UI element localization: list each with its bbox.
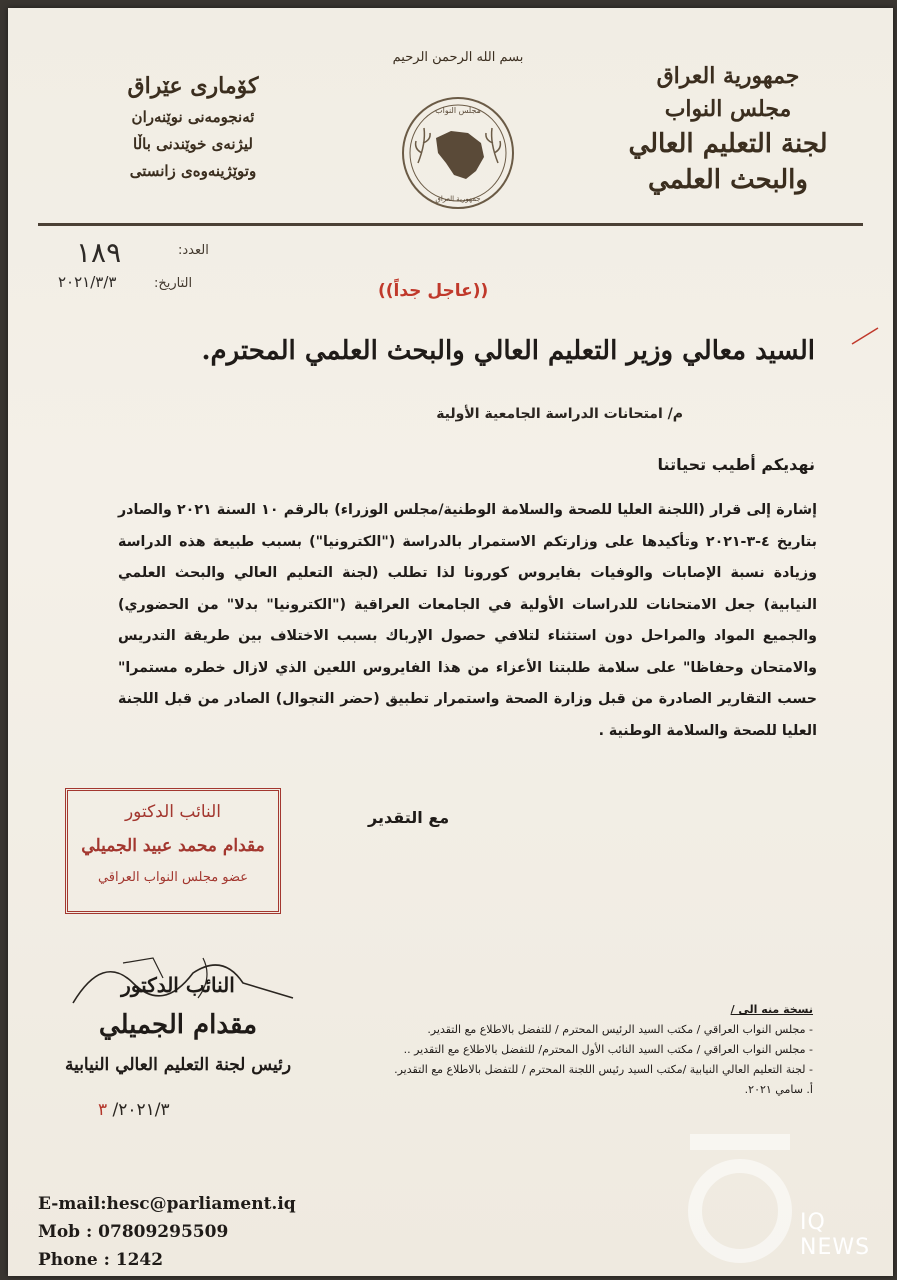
contact-phone: Phone : 1242	[38, 1250, 164, 1270]
contact-mobile: Mob : 07809295509	[38, 1222, 229, 1242]
basmala: بسم الله الرحمن الرحيم	[392, 50, 524, 65]
emblem-bottom-text: جمهورية العراق	[435, 195, 481, 203]
stamp-role: عضو مجلس النواب العراقي	[97, 870, 249, 885]
signatory-position: رئيس لجنة التعليم العالي النيابية	[64, 1055, 292, 1075]
arabic-letterhead	[618, 60, 838, 198]
red-pen-mark-icon	[850, 326, 880, 346]
signature-date-day: ٣	[98, 1100, 108, 1120]
stamp-name: مقدام محمد عبيد الجميلي	[81, 836, 265, 856]
letter-body: إشارة إلى قرار (اللجنة العليا للصحة والسلامة الوطنية/مجلس الوزراء) بالرقم ١٠ السنة ٢٠٢١ والصادر بتاريخ ٤-٣-٢٠٢١ وتأكيدها على وزارتكم الاستمرار بالدراسة ("الكترونيا") بسبب طبيعة هذه الدراسة وزيادة نسبة الإصابات والوفيات بفايروس كورونا لذا تطلب (لجنة التعليم العالي والبحث العلمي النيابية) جعل الامتحانات للدراسات الأولية في الجامعات العراقية ("الكترونيا" بدلا" من الحضوري) والجميع المواد والمراحل دون استثناء لتلافي حصول الإرباك بسبب الاختلاف بين طريقة التدريس والامتحان وحفاظا" على سلامة طلبتنا الأعزاء من هذا الفايروس اللعين الذي لازال خطره مستمرا" حسب التقارير الصادرة من قبل وزارة الصحة واستمرار تطبيق (حضر التجوال) الصادر من قبل اللجنة العليا للصحة والسلامة الوطنية .	[118, 502, 817, 739]
signatory-title: النائب الدكتور	[121, 973, 235, 997]
copy-item: - مجلس النواب العراقي / مكتب السيد الرئيس المحترم / للتفضل بالاطلاع مع التقدير.	[427, 1023, 813, 1036]
copy-item: أ. سامي ٢٠٢١.	[744, 1083, 813, 1096]
watermark-text: IQ NEWS	[800, 1210, 871, 1260]
kurdish-research: وتوێژینەوەی زانستی	[129, 162, 257, 180]
kurdish-republic: كۆماری عێراق	[127, 73, 259, 99]
parliament-emblem-icon	[396, 93, 521, 213]
stamp-title: النائب الدكتور	[124, 802, 222, 822]
copy-item: - مجلس النواب العراقي / مكتب السيد النائب الأول المحترم/ للتفضل بالاطلاع مع التقدير ..	[403, 1043, 813, 1056]
contact-footer	[38, 1190, 296, 1274]
contact-email: E-mail:hesc@parliament.iq	[38, 1194, 296, 1214]
signature-date-year: ٢٠٢١/٣/	[112, 1100, 170, 1120]
header-republic: جمهورية العراق	[656, 63, 800, 89]
header-divider	[38, 223, 863, 226]
copies-list	[393, 1000, 813, 1100]
copy-item: - لجنة التعليم العالي النيابية /مكتب السيد رئيس اللجنة المحترم / للتفضل بالاطلاع مع التقدير.	[394, 1063, 813, 1076]
kurdish-committee: لیژنەی خوێندنی باڵا	[133, 135, 253, 153]
letter-date: ٢٠٢١/٣/٣	[58, 273, 117, 291]
letter-number: ١٨٩	[76, 236, 122, 269]
subject-line: م/ امتحانات الدراسة الجامعية الأولية	[436, 406, 683, 422]
date-label: التاريخ:	[154, 276, 193, 291]
copies-title: نسخة منه الى /	[730, 1003, 813, 1016]
header-research: والبحث العلمي	[648, 165, 808, 195]
official-stamp	[65, 788, 281, 914]
signatory-name: مقدام الجميلي	[98, 1010, 258, 1040]
greeting: نهديكم أطيب تحياتنا	[657, 455, 815, 474]
number-label: العدد:	[178, 243, 209, 258]
kurdish-letterhead	[78, 68, 308, 185]
signature-block	[48, 968, 308, 1082]
header-committee: لجنة التعليم العالي	[628, 129, 828, 159]
kurdish-parliament: ئەنجومەنی نوێنەران	[131, 108, 255, 126]
signature-date	[98, 1100, 170, 1120]
header-parliament: مجلس النواب	[664, 96, 792, 122]
emblem-top-text: مجلس النواب	[435, 106, 481, 115]
urgent-label: ((عاجل جداً))	[378, 281, 489, 301]
recipient-line: السيد معالي وزير التعليم العالي والبحث العلمي المحترم.	[201, 336, 815, 366]
letter-page	[8, 8, 893, 1276]
closing-regards: مع التقدير	[368, 808, 450, 827]
